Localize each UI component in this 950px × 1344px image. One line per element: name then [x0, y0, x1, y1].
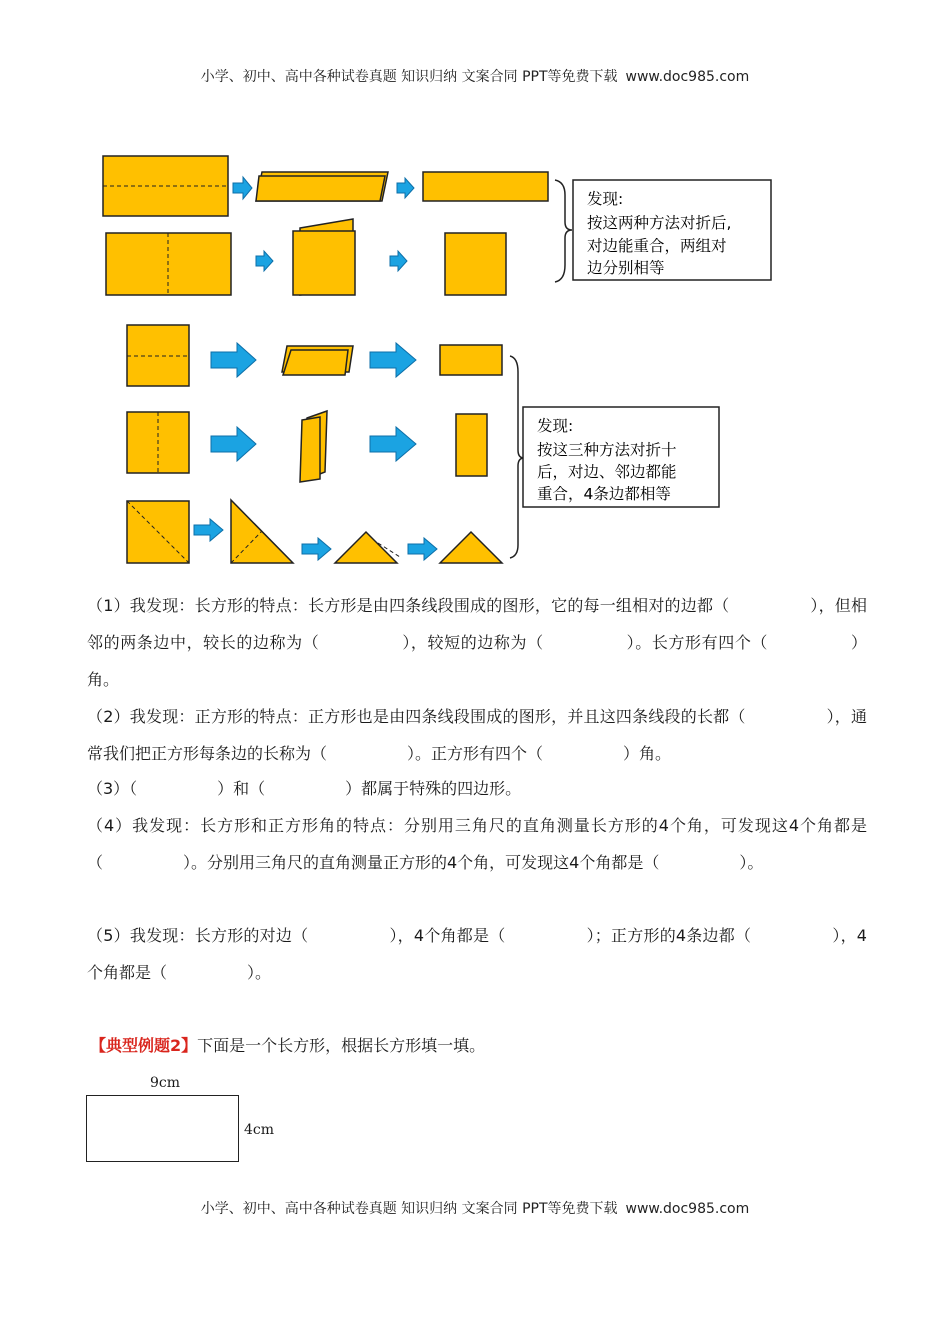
finding-line: 后，对边、邻边都能 — [537, 463, 677, 481]
half-square — [456, 414, 487, 476]
example-tag: 【典型例题2】 — [90, 1036, 198, 1055]
header-text: 小学、初中、高中各种试卷真题 知识归纳 文案合同 PPT等免费下载 — [200, 69, 618, 85]
half-rectangle — [423, 172, 548, 201]
arrow-icon — [370, 427, 416, 461]
arrow-icon — [390, 251, 407, 271]
half-triangle — [440, 532, 502, 563]
finding-line: 对边能重合，两组对 — [587, 237, 727, 255]
arrow-icon — [211, 427, 256, 461]
half-square — [440, 345, 502, 375]
question-5: （5）我发现：长方形的对边（ ），4个角都是（ ）；正方形的4条边都（ ），4个角都是（ ）。 — [87, 926, 867, 982]
bracket — [555, 180, 572, 282]
folded-triangle — [335, 532, 397, 563]
arrow-icon — [370, 343, 416, 377]
finding-line: 重合，4条边都相等 — [537, 485, 671, 503]
arrow-icon — [256, 251, 273, 271]
example-heading — [90, 1033, 485, 1056]
page-footer — [0, 1198, 950, 1218]
folded-square — [283, 350, 348, 375]
height-label: 4cm — [244, 1122, 275, 1138]
arrow-icon — [211, 343, 256, 377]
example-rectangle — [86, 1095, 239, 1162]
folded-rectangle-back — [256, 176, 385, 201]
folding-figures — [0, 0, 950, 600]
question-3: （3）（ ）和（ ）都属于特殊的四边形。 — [87, 779, 522, 798]
finding-line: 按这两种方法对折后, — [587, 214, 732, 232]
arrow-icon — [408, 538, 437, 560]
question-1: （1）我发现：长方形的特点：长方形是由四条线段围成的图形，它的每一组相对的边都（ ），但相邻的两条边中，较长的边称为（ ），较短的边称为（ ）。长方形有四个（ ）角。 — [87, 596, 867, 689]
arrow-icon — [302, 538, 331, 560]
footer-text: 小学、初中、高中各种试卷真题 知识归纳 文案合同 PPT等免费下载 — [200, 1201, 618, 1217]
folded-square — [300, 417, 320, 482]
arrow-icon — [233, 177, 252, 199]
footer-site: www.doc985.com — [625, 1201, 750, 1217]
finding-line: 边分别相等 — [587, 259, 665, 277]
question-4: （4）我发现：长方形和正方形角的特点：分别用三角尺的直角测量长方形的4个角，可发现这4个角都是（ ）。分别用三角尺的直角测量正方形的4个角，可发现这4个角都是（ ）。 — [87, 816, 867, 872]
arrow-icon — [194, 519, 223, 541]
bracket — [510, 356, 524, 558]
finding-line: 按这三种方法对折十 — [537, 441, 677, 459]
example-text: 下面是一个长方形，根据长方形填一填。 — [197, 1036, 486, 1055]
half-rectangle — [293, 231, 355, 295]
width-label: 9cm — [150, 1075, 181, 1091]
question-2: （2）我发现：正方形的特点：正方形也是由四条线段围成的图形，并且这四条线段的长都（ ），通常我们把正方形每条边的长称为（ ）。正方形有四个（ ）角。 — [87, 707, 867, 763]
finding-title: 发现: — [537, 417, 574, 435]
header-site: www.doc985.com — [625, 69, 750, 85]
finding-title: 发现: — [587, 190, 624, 208]
half-rectangle — [445, 233, 506, 295]
arrow-icon — [397, 178, 414, 198]
